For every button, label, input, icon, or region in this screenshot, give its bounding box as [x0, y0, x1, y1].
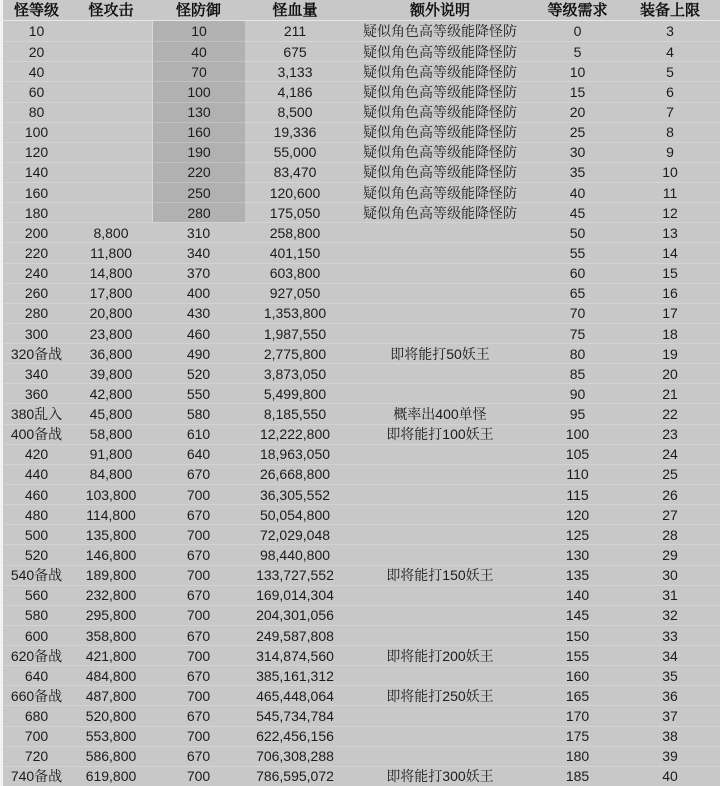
- cell-cap[interactable]: 16: [620, 283, 720, 303]
- cell-level[interactable]: 260: [3, 283, 70, 303]
- cell-level[interactable]: 10: [28, 23, 45, 40]
- cell-defense[interactable]: 700: [152, 565, 245, 585]
- cell-req[interactable]: 35: [535, 162, 620, 182]
- cell-cap[interactable]: 25: [620, 464, 720, 484]
- cell-note[interactable]: [345, 444, 535, 464]
- cell-req[interactable]: 85: [535, 363, 620, 383]
- cell-hp[interactable]: 314,874,560: [245, 645, 345, 665]
- monster-table: [3, 0, 720, 786]
- cell-attack[interactable]: [70, 202, 152, 222]
- cell-note[interactable]: [345, 746, 535, 766]
- cell-note[interactable]: 疑似角色高等级能降怪防: [345, 202, 535, 222]
- cell-note[interactable]: [345, 585, 535, 605]
- cell-cap[interactable]: 13: [620, 222, 720, 242]
- cell-attack[interactable]: [70, 182, 152, 202]
- cell-hp[interactable]: 72,029,048: [245, 524, 345, 544]
- cell-hp[interactable]: 401,150: [245, 242, 345, 262]
- cell-attack[interactable]: 8,800: [70, 222, 152, 242]
- cell-cap[interactable]: 17: [620, 303, 720, 323]
- cell-defense[interactable]: 100: [152, 81, 245, 101]
- cell-defense[interactable]: 580: [152, 403, 245, 423]
- cell-level[interactable]: 460: [3, 484, 70, 504]
- cell-attack[interactable]: 553,800: [70, 726, 152, 746]
- cell-req[interactable]: 10: [535, 61, 620, 81]
- cell-note[interactable]: [345, 726, 535, 746]
- cell-attack[interactable]: 421,800: [70, 645, 152, 665]
- cell-note[interactable]: 疑似角色高等级能降怪防: [345, 81, 535, 101]
- cell-attack[interactable]: 232,800: [70, 585, 152, 605]
- cell-req[interactable]: 165: [535, 685, 620, 705]
- cell-note[interactable]: [345, 504, 535, 524]
- cell-attack[interactable]: 135,800: [70, 524, 152, 544]
- cell-hp[interactable]: 50,054,800: [245, 504, 345, 524]
- cell-req[interactable]: 95: [535, 403, 620, 423]
- cell-hp[interactable]: 169,014,304: [245, 585, 345, 605]
- cell-defense[interactable]: 700: [152, 605, 245, 625]
- cell-cap[interactable]: 4: [620, 41, 720, 61]
- cell-defense[interactable]: 550: [152, 383, 245, 403]
- cell-cap[interactable]: 28: [620, 524, 720, 544]
- cell-defense[interactable]: 700: [152, 484, 245, 504]
- cell-hp[interactable]: 120,600: [245, 182, 345, 202]
- cell-cap[interactable]: 31: [620, 585, 720, 605]
- cell-defense[interactable]: 130: [152, 102, 245, 122]
- cell-req[interactable]: 55: [535, 242, 620, 262]
- column-header-level[interactable]: 怪等级: [3, 0, 70, 21]
- cell-defense[interactable]: 400: [152, 283, 245, 303]
- cell-cap[interactable]: 9: [620, 142, 720, 162]
- cell-note[interactable]: 即将能打100妖王: [345, 424, 535, 444]
- cell-note[interactable]: [345, 323, 535, 343]
- cell-note[interactable]: [345, 222, 535, 242]
- cell-level[interactable]: 700: [3, 726, 70, 746]
- cell-defense[interactable]: 490: [152, 343, 245, 363]
- column-header-req[interactable]: 等级需求: [535, 0, 620, 21]
- cell-hp[interactable]: 622,456,156: [245, 726, 345, 746]
- cell-attack[interactable]: 84,800: [70, 464, 152, 484]
- cell-hp[interactable]: 786,595,072: [245, 766, 345, 786]
- cell-req[interactable]: 145: [535, 605, 620, 625]
- cell-req[interactable]: 140: [535, 585, 620, 605]
- cell-hp[interactable]: 249,587,808: [245, 625, 345, 645]
- cell-attack[interactable]: 58,800: [70, 424, 152, 444]
- cell-cap[interactable]: 29: [620, 544, 720, 564]
- cell-attack[interactable]: [70, 142, 152, 162]
- cell-attack[interactable]: 619,800: [70, 766, 152, 786]
- cell-cap[interactable]: 20: [620, 363, 720, 383]
- cell-hp[interactable]: 211: [283, 23, 307, 40]
- cell-req[interactable]: 175: [535, 726, 620, 746]
- cell-req[interactable]: 110: [535, 464, 620, 484]
- cell-defense[interactable]: 670: [152, 746, 245, 766]
- cell-hp[interactable]: 55,000: [245, 142, 345, 162]
- cell-hp[interactable]: 545,734,784: [245, 705, 345, 725]
- cell-level[interactable]: 60: [3, 81, 70, 101]
- cell-hp[interactable]: 258,800: [245, 222, 345, 242]
- cell-note[interactable]: 疑似角色高等级能降怪防: [345, 162, 535, 182]
- cell-note[interactable]: 疑似角色高等级能降怪防: [345, 41, 535, 61]
- cell-level[interactable]: 560: [3, 585, 70, 605]
- column-header-defense[interactable]: 怪防御: [152, 0, 245, 21]
- column-header-hp[interactable]: 怪血量: [245, 0, 345, 21]
- cell-level[interactable]: 620备战: [3, 645, 70, 665]
- cell-req[interactable]: 150: [535, 625, 620, 645]
- cell-note[interactable]: 疑似角色高等级能降怪防: [345, 102, 535, 122]
- cell-note[interactable]: [345, 242, 535, 262]
- cell-attack[interactable]: 11,800: [70, 242, 152, 262]
- cell-attack[interactable]: 20,800: [70, 303, 152, 323]
- cell-defense[interactable]: 250: [152, 182, 245, 202]
- cell-defense[interactable]: 10: [152, 21, 245, 41]
- cell-attack[interactable]: 36,800: [70, 343, 152, 363]
- cell-hp[interactable]: 385,161,312: [245, 665, 345, 685]
- cell-cap[interactable]: 40: [620, 766, 720, 786]
- cell-cap[interactable]: 37: [620, 705, 720, 725]
- cell-req[interactable]: 130: [535, 544, 620, 564]
- cell-req[interactable]: 80: [535, 343, 620, 363]
- cell-note[interactable]: 即将能打300妖王: [345, 766, 535, 786]
- cell-attack[interactable]: 189,800: [70, 565, 152, 585]
- cell-cap[interactable]: 12: [620, 202, 720, 222]
- cell-level[interactable]: 400备战: [3, 424, 70, 444]
- cell-hp[interactable]: 36,305,552: [245, 484, 345, 504]
- cell-defense[interactable]: 40: [152, 41, 245, 61]
- cell-attack[interactable]: 586,800: [70, 746, 152, 766]
- cell-cap[interactable]: 27: [620, 504, 720, 524]
- cell-cap[interactable]: 10: [620, 162, 720, 182]
- cell-hp[interactable]: 26,668,800: [245, 464, 345, 484]
- cell-note[interactable]: [345, 464, 535, 484]
- cell-level[interactable]: 740备战: [3, 766, 70, 786]
- cell-note[interactable]: 疑似角色高等级能降怪防: [345, 122, 535, 142]
- cell-attack[interactable]: [70, 162, 152, 182]
- cell-attack[interactable]: 103,800: [70, 484, 152, 504]
- cell-cap[interactable]: 30: [620, 565, 720, 585]
- cell-level[interactable]: 320备战: [3, 343, 70, 363]
- cell-hp[interactable]: 18,963,050: [245, 444, 345, 464]
- cell-cap[interactable]: 38: [620, 726, 720, 746]
- cell-hp[interactable]: 706,308,288: [245, 746, 345, 766]
- cell-level[interactable]: 140: [3, 162, 70, 182]
- cell-req[interactable]: 60: [535, 263, 620, 283]
- cell-req[interactable]: 185: [535, 766, 620, 786]
- cell-attack[interactable]: [70, 102, 152, 122]
- cell-req[interactable]: 70: [535, 303, 620, 323]
- cell-defense[interactable]: 670: [152, 464, 245, 484]
- cell-note[interactable]: [345, 524, 535, 544]
- cell-attack[interactable]: [70, 21, 152, 41]
- cell-cap[interactable]: 32: [620, 605, 720, 625]
- cell-level[interactable]: 160: [3, 182, 70, 202]
- cell-hp[interactable]: 98,440,800: [245, 544, 345, 564]
- cell-req[interactable]: 65: [535, 283, 620, 303]
- cell-level[interactable]: 640: [3, 665, 70, 685]
- cell-attack[interactable]: 14,800: [70, 263, 152, 283]
- cell-hp[interactable]: 1,987,550: [245, 323, 345, 343]
- cell-note[interactable]: [345, 303, 535, 323]
- cell-cap[interactable]: 23: [620, 424, 720, 444]
- cell-note[interactable]: 疑似角色高等级能降怪防: [345, 182, 535, 202]
- cell-hp[interactable]: 465,448,064: [245, 685, 345, 705]
- cell-attack[interactable]: 146,800: [70, 544, 152, 564]
- cell-level[interactable]: 280: [3, 303, 70, 323]
- cell-cap[interactable]: 36: [620, 685, 720, 705]
- cell-defense[interactable]: 670: [152, 625, 245, 645]
- cell-level[interactable]: 300: [3, 323, 70, 343]
- cell-hp[interactable]: 927,050: [245, 283, 345, 303]
- cell-attack[interactable]: 45,800: [70, 403, 152, 423]
- cell-note[interactable]: 疑似角色高等级能降怪防: [345, 142, 535, 162]
- cell-defense[interactable]: 280: [152, 202, 245, 222]
- cell-note[interactable]: 即将能打200妖王: [345, 645, 535, 665]
- cell-level[interactable]: 380乱入: [3, 403, 70, 423]
- cell-hp[interactable]: 19,336: [245, 122, 345, 142]
- cell-cap[interactable]: 33: [620, 625, 720, 645]
- cell-level[interactable]: 360: [3, 383, 70, 403]
- cell-level[interactable]: 440: [3, 464, 70, 484]
- cell-defense[interactable]: 670: [152, 585, 245, 605]
- cell-defense[interactable]: 670: [152, 665, 245, 685]
- cell-cap[interactable]: 22: [620, 403, 720, 423]
- cell-hp[interactable]: 12,222,800: [245, 424, 345, 444]
- column-header-cap[interactable]: 装备上限: [620, 0, 720, 21]
- cell-defense[interactable]: 190: [152, 142, 245, 162]
- cell-defense[interactable]: 640: [152, 444, 245, 464]
- cell-attack[interactable]: 91,800: [70, 444, 152, 464]
- cell-defense[interactable]: 340: [152, 242, 245, 262]
- cell-hp[interactable]: 133,727,552: [245, 565, 345, 585]
- cell-req[interactable]: 155: [535, 645, 620, 665]
- cell-note[interactable]: [345, 605, 535, 625]
- cell-req[interactable]: 20: [535, 102, 620, 122]
- cell-cap[interactable]: 21: [620, 383, 720, 403]
- cell-defense[interactable]: 520: [152, 363, 245, 383]
- cell-hp[interactable]: 83,470: [245, 162, 345, 182]
- cell-hp[interactable]: 4,186: [245, 81, 345, 101]
- cell-defense[interactable]: 700: [152, 524, 245, 544]
- cell-defense[interactable]: 700: [152, 685, 245, 705]
- cell-level[interactable]: 540备战: [3, 565, 70, 585]
- cell-level[interactable]: 220: [3, 242, 70, 262]
- cell-level[interactable]: 720: [3, 746, 70, 766]
- cell-attack[interactable]: [70, 122, 152, 142]
- cell-attack[interactable]: [70, 81, 152, 101]
- cell-attack[interactable]: 42,800: [70, 383, 152, 403]
- cell-cap[interactable]: 26: [620, 484, 720, 504]
- cell-attack[interactable]: 23,800: [70, 323, 152, 343]
- cell-note[interactable]: [345, 263, 535, 283]
- cell-level[interactable]: 580: [3, 605, 70, 625]
- cell-note[interactable]: [345, 484, 535, 504]
- cell-cap[interactable]: 14: [620, 242, 720, 262]
- cell-req[interactable]: 160: [535, 665, 620, 685]
- cell-attack[interactable]: 487,800: [70, 685, 152, 705]
- cell-level[interactable]: 100: [3, 122, 70, 142]
- cell-defense[interactable]: 70: [152, 61, 245, 81]
- cell-defense[interactable]: 430: [152, 303, 245, 323]
- cell-attack[interactable]: 114,800: [70, 504, 152, 524]
- cell-level[interactable]: 80: [3, 102, 70, 122]
- cell-level[interactable]: 40: [3, 61, 70, 81]
- cell-note[interactable]: [345, 665, 535, 685]
- cell-req[interactable]: 30: [535, 142, 620, 162]
- cell-req[interactable]: 180: [535, 746, 620, 766]
- cell-hp[interactable]: 1,353,800: [245, 303, 345, 323]
- cell-level[interactable]: 20: [3, 41, 70, 61]
- cell-hp[interactable]: 175,050: [245, 202, 345, 222]
- cell-req[interactable]: 15: [535, 81, 620, 101]
- cell-note[interactable]: 疑似角色高等级能降怪防: [363, 23, 517, 40]
- cell-hp[interactable]: 2,775,800: [245, 343, 345, 363]
- cell-req[interactable]: 135: [535, 565, 620, 585]
- cell-hp[interactable]: 3,873,050: [245, 363, 345, 383]
- cell-req[interactable]: 75: [535, 323, 620, 343]
- column-header-note[interactable]: 额外说明: [345, 0, 535, 21]
- cell-cap[interactable]: 8: [620, 122, 720, 142]
- cell-hp[interactable]: 3,133: [245, 61, 345, 81]
- cell-defense[interactable]: 700: [152, 726, 245, 746]
- cell-level[interactable]: 240: [3, 263, 70, 283]
- cell-hp[interactable]: 8,185,550: [245, 403, 345, 423]
- cell-attack[interactable]: 295,800: [70, 605, 152, 625]
- cell-note[interactable]: [345, 625, 535, 645]
- cell-req[interactable]: 90: [535, 383, 620, 403]
- cell-defense[interactable]: 610: [152, 424, 245, 444]
- cell-cap[interactable]: 19: [620, 343, 720, 363]
- cell-cap[interactable]: 5: [620, 61, 720, 81]
- column-header-attack[interactable]: 怪攻击: [70, 0, 152, 21]
- cell-cap[interactable]: 39: [620, 746, 720, 766]
- cell-attack[interactable]: 39,800: [70, 363, 152, 383]
- cell-defense[interactable]: 670: [152, 544, 245, 564]
- cell-level[interactable]: 420: [3, 444, 70, 464]
- cell-attack[interactable]: 484,800: [70, 665, 152, 685]
- cell-defense[interactable]: 700: [152, 645, 245, 665]
- cell-defense[interactable]: 460: [152, 323, 245, 343]
- cell-hp[interactable]: 204,301,056: [245, 605, 345, 625]
- cell-attack[interactable]: 358,800: [70, 625, 152, 645]
- cell-req[interactable]: 50: [535, 222, 620, 242]
- cell-cap[interactable]: 24: [620, 444, 720, 464]
- cell-level[interactable]: 520: [3, 544, 70, 564]
- cell-note[interactable]: [345, 383, 535, 403]
- cell-hp[interactable]: 8,500: [245, 102, 345, 122]
- cell-level[interactable]: 660备战: [3, 685, 70, 705]
- cell-note[interactable]: [345, 283, 535, 303]
- cell-hp[interactable]: 603,800: [245, 263, 345, 283]
- cell-note[interactable]: 即将能打50妖王: [345, 343, 535, 363]
- cell-req[interactable]: 0: [573, 23, 582, 40]
- cell-req[interactable]: 105: [535, 444, 620, 464]
- cell-defense[interactable]: 670: [152, 705, 245, 725]
- cell-req[interactable]: 125: [535, 524, 620, 544]
- cell-note[interactable]: [345, 544, 535, 564]
- cell-attack[interactable]: 520,800: [70, 705, 152, 725]
- cell-defense[interactable]: 310: [152, 222, 245, 242]
- cell-note[interactable]: 疑似角色高等级能降怪防: [345, 61, 535, 81]
- cell-note[interactable]: 即将能打250妖王: [345, 685, 535, 705]
- cell-cap[interactable]: 3: [666, 23, 674, 40]
- cell-req[interactable]: 25: [535, 122, 620, 142]
- cell-note[interactable]: [345, 363, 535, 383]
- cell-note[interactable]: 概率出400单怪: [345, 403, 535, 423]
- cell-cap[interactable]: 18: [620, 323, 720, 343]
- cell-cap[interactable]: 35: [620, 665, 720, 685]
- cell-attack[interactable]: [70, 41, 152, 61]
- cell-defense[interactable]: 220: [152, 162, 245, 182]
- cell-attack[interactable]: [70, 61, 152, 81]
- cell-req[interactable]: 40: [535, 182, 620, 202]
- cell-level[interactable]: 340: [3, 363, 70, 383]
- cell-level[interactable]: 120: [3, 142, 70, 162]
- cell-defense[interactable]: 700: [152, 766, 245, 786]
- cell-cap[interactable]: 15: [620, 263, 720, 283]
- cell-level[interactable]: 180: [3, 202, 70, 222]
- cell-level[interactable]: 480: [3, 504, 70, 524]
- cell-req[interactable]: 100: [535, 424, 620, 444]
- cell-level[interactable]: 600: [3, 625, 70, 645]
- cell-defense[interactable]: 370: [152, 263, 245, 283]
- cell-note[interactable]: [345, 705, 535, 725]
- cell-req[interactable]: 120: [535, 504, 620, 524]
- cell-cap[interactable]: 11: [620, 182, 720, 202]
- cell-note[interactable]: 即将能打150妖王: [345, 565, 535, 585]
- cell-attack[interactable]: 17,800: [70, 283, 152, 303]
- cell-level[interactable]: 500: [3, 524, 70, 544]
- cell-cap[interactable]: 6: [620, 81, 720, 101]
- cell-req[interactable]: 45: [535, 202, 620, 222]
- cell-level[interactable]: 680: [3, 705, 70, 725]
- cell-defense[interactable]: 160: [152, 122, 245, 142]
- cell-req[interactable]: 170: [535, 705, 620, 725]
- cell-hp[interactable]: 5,499,800: [245, 383, 345, 403]
- cell-defense[interactable]: 670: [152, 504, 245, 524]
- cell-req[interactable]: 115: [535, 484, 620, 504]
- cell-cap[interactable]: 7: [620, 102, 720, 122]
- cell-req[interactable]: 5: [535, 41, 620, 61]
- cell-cap[interactable]: 34: [620, 645, 720, 665]
- cell-level[interactable]: 200: [3, 222, 70, 242]
- cell-hp[interactable]: 675: [245, 41, 345, 61]
